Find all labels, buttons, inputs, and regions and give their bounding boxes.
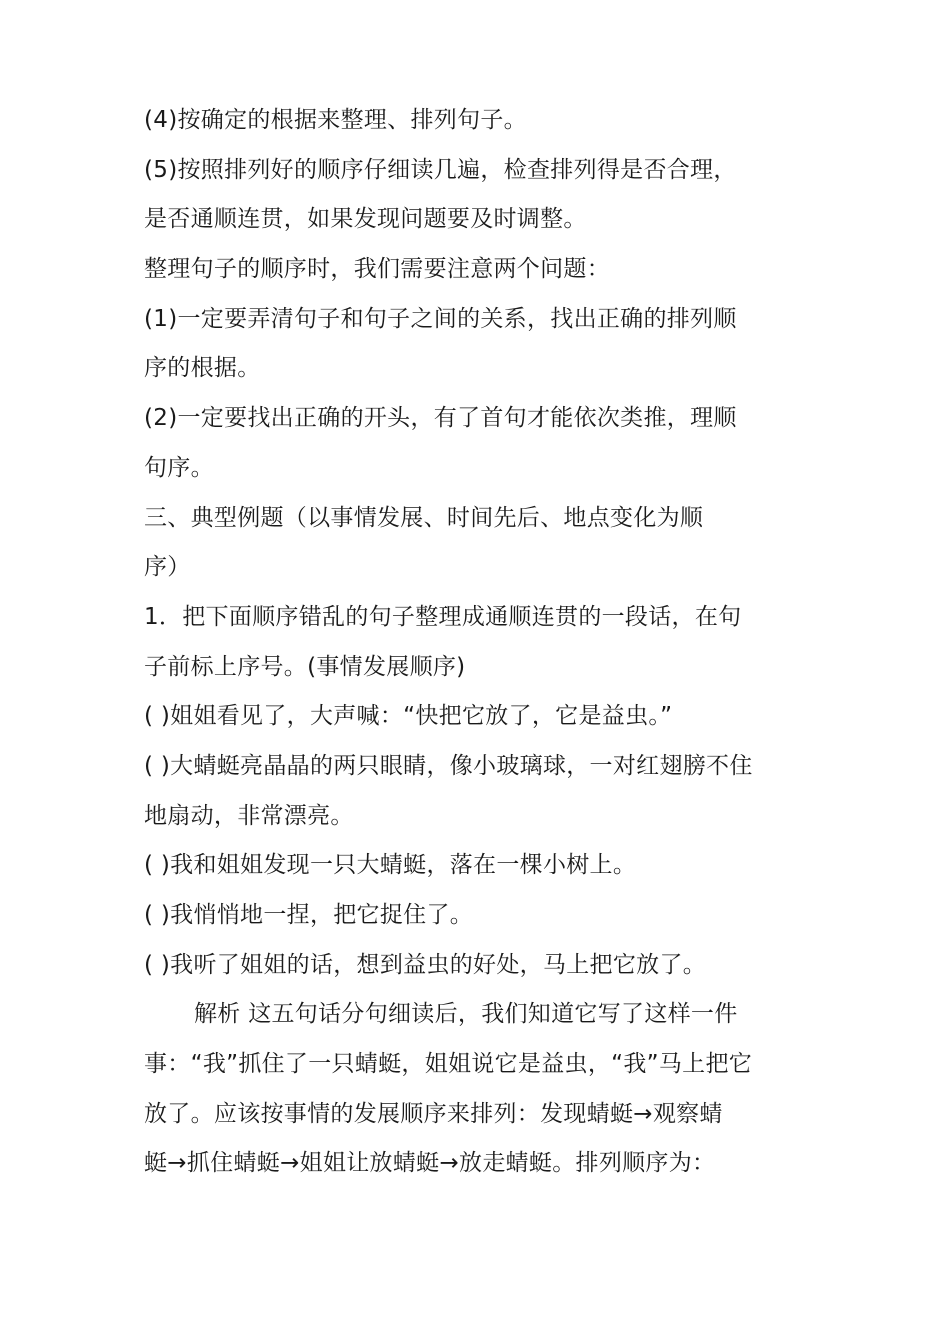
text-line: (1)一定要弄清句子和句子之间的关系，找出正确的排列顺 [144,305,737,332]
question-text: 子前标上序号。(事情发展顺序) [144,653,466,680]
text-line: 序的根据。 [144,355,261,382]
document-page [144,96,809,1189]
analysis-text: 解析 这五句话分句细读后，我们知道它写了这样一件 [194,1001,738,1028]
analysis-text: 事：“我”抓住了一只蜻蜓，姐姐说它是益虫，“我”马上把它 [144,1051,753,1078]
sentence-item: ( )我悄悄地一捏，把它捉住了。 [144,902,474,928]
question-text: 1．把下面顺序错乱的句子整理成通顺连贯的一段话，在句 [144,603,742,630]
sentence-item: ( )我和姐姐发现一只大蜻蜓，落在一棵小树上。 [144,852,637,879]
analysis-text: 蜓→抓住蜻蜓→姐姐让放蜻蜓→放走蜻蜓。排列顺序为： [144,1150,716,1177]
sentence-item: 地扇动，非常漂亮。 [144,802,354,829]
text-line: 是否通顺连贯，如果发现问题要及时调整。 [144,206,587,233]
sentence-item: ( )大蜻蜓亮晶晶的两只眼睛，像小玻璃球，一对红翅膀不住 [144,752,753,779]
analysis-text: 放了。应该按事情的发展顺序来排列：发现蜻蜓→观察蜻 [144,1100,723,1127]
text-line: (4)按确定的根据来整理、排列句子。 [144,107,527,133]
text-line: 句序。 [144,454,214,481]
sentence-item: ( )姐姐看见了，大声喊：“快把它放了，它是益虫。” [144,703,673,730]
text-line: 整理句子的顺序时，我们需要注意两个问题： [144,256,610,283]
text-line: (2)一定要找出正确的开头，有了首句才能依次类推，理顺 [144,405,737,432]
text-line: (5)按照排列好的顺序仔细读几遍，检查排列得是否合理， [144,156,737,183]
sentence-item: ( )我听了姐姐的话，想到益虫的好处，马上把它放了。 [144,951,707,978]
section-heading: 三、典型例题（以事情发展、时间先后、地点变化为顺 [144,504,704,531]
section-heading: 序） [144,554,191,581]
